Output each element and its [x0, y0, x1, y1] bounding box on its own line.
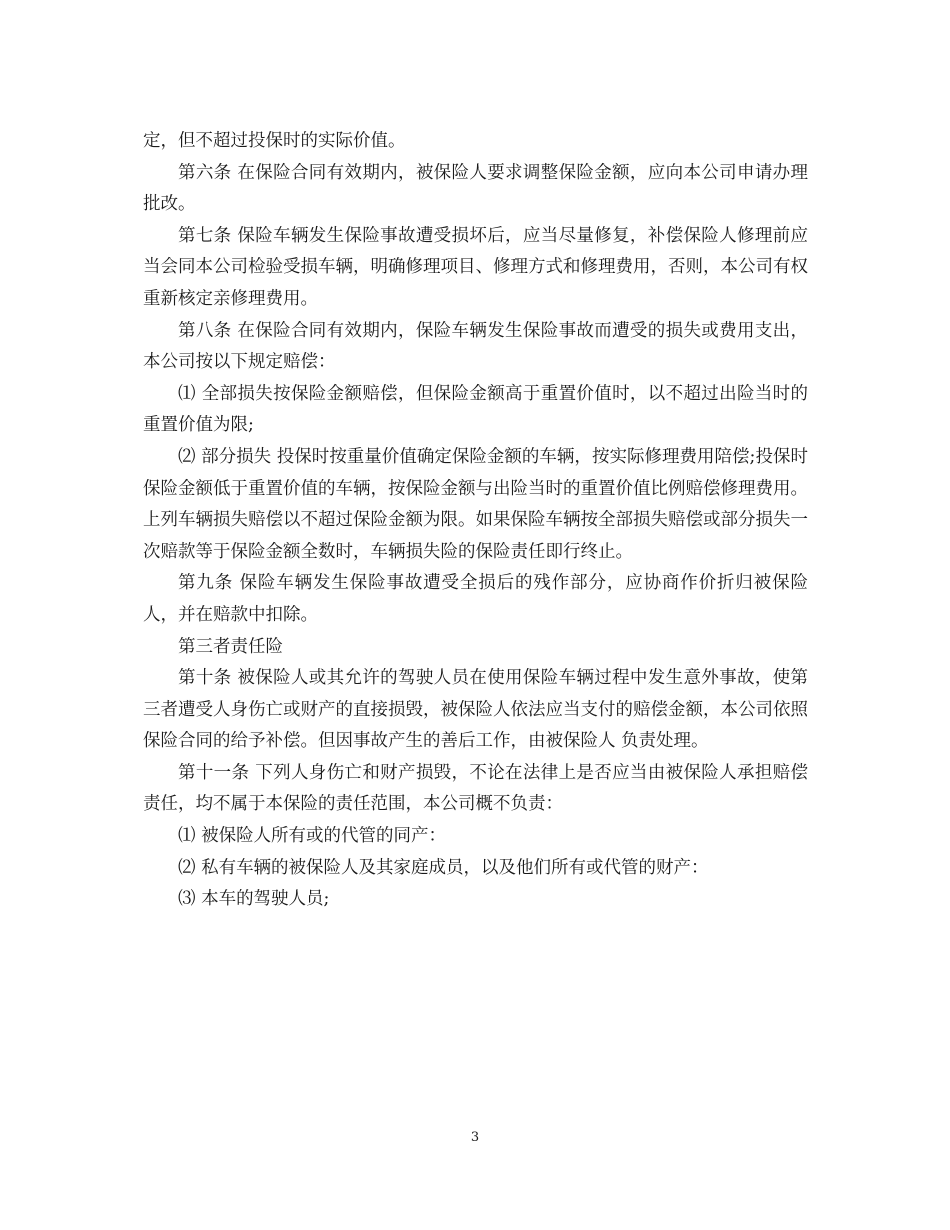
paragraph-article-6: 第六条 在保险合同有效期内，被保险人要求调整保险金额，应向本公司申请办理批改。: [143, 162, 808, 215]
paragraph-article-7: 第七条 保险车辆发生保险事故遭受损坏后，应当尽量修复，补偿保险人修理前应当会同本公司检验受损车辆，明确修理项目、修理方式和修理费用，否则，本公司有权重新核定亲修理费用。: [143, 225, 808, 309]
paragraph-article-11: 第十一条 下列人身伤亡和财产损毁，不论在法律上是否应当由被保险人承担赔偿责任，均不属于本保险的责任范围，本公司概不负责：: [143, 762, 808, 815]
document-body: [143, 126, 808, 916]
paragraph-article-9: 第九条 保险车辆发生保险事故遭受全损后的残作部分，应协商作价折归被保险人，并在赔款中扣除。: [143, 573, 808, 625]
paragraph-article-11-item-2: ⑵ 私有车辆的被保险人及其家庭成员，以及他们所有或代管的财产：: [178, 857, 709, 878]
page-number: 3: [470, 1130, 480, 1145]
paragraph-article-10: 第十条 被保险人或其允许的驾驶人员在使用保险车辆过程中发生意外事故，使第三者遭受人身伤亡或财产的直接损毁，被保险人依法应当支付的赔偿金额，本公司依照保险合同的给予补偿。但因事故产生的善后工作，由被保险人 负责处理。: [143, 668, 808, 752]
paragraph-article-8-item-1: ⑴ 全部损失按保险金额赔偿，但保险金额高于重置价值时，以不超过出险当时的重置价值为限;: [143, 383, 808, 436]
section-heading-third-party-liability: 第三者责任险: [178, 636, 283, 657]
paragraph-article-8: 第八条 在保险合同有效期内，保险车辆发生保险事故而遭受的损失或费用支出，本公司按以下规定赔偿：: [143, 320, 808, 373]
paragraph-article-11-item-1: ⑴ 被保险人所有或的代管的同产：: [178, 826, 447, 847]
paragraph-article-11-item-3: ⑶ 本车的驾驶人员;: [178, 889, 330, 910]
paragraph-article-8-item-2: ⑵ 部分损失 投保时按重量价值确定保险金额的车辆，按实际修理费用陪偿;投保时保险金额低于重置价值的车辆，按保险金额与出险当时的重置价值比例赔偿修理费用。 上列车辆损失赔偿以不超过保险金额为限。如果保险车辆按全部损失赔偿或部分损失一次赔款等于保险金额全数时，车辆损失险的保险责任即行终止。: [143, 446, 808, 562]
paragraph-continuation: 定，但不超过投保时的实际价值。: [143, 131, 406, 151]
